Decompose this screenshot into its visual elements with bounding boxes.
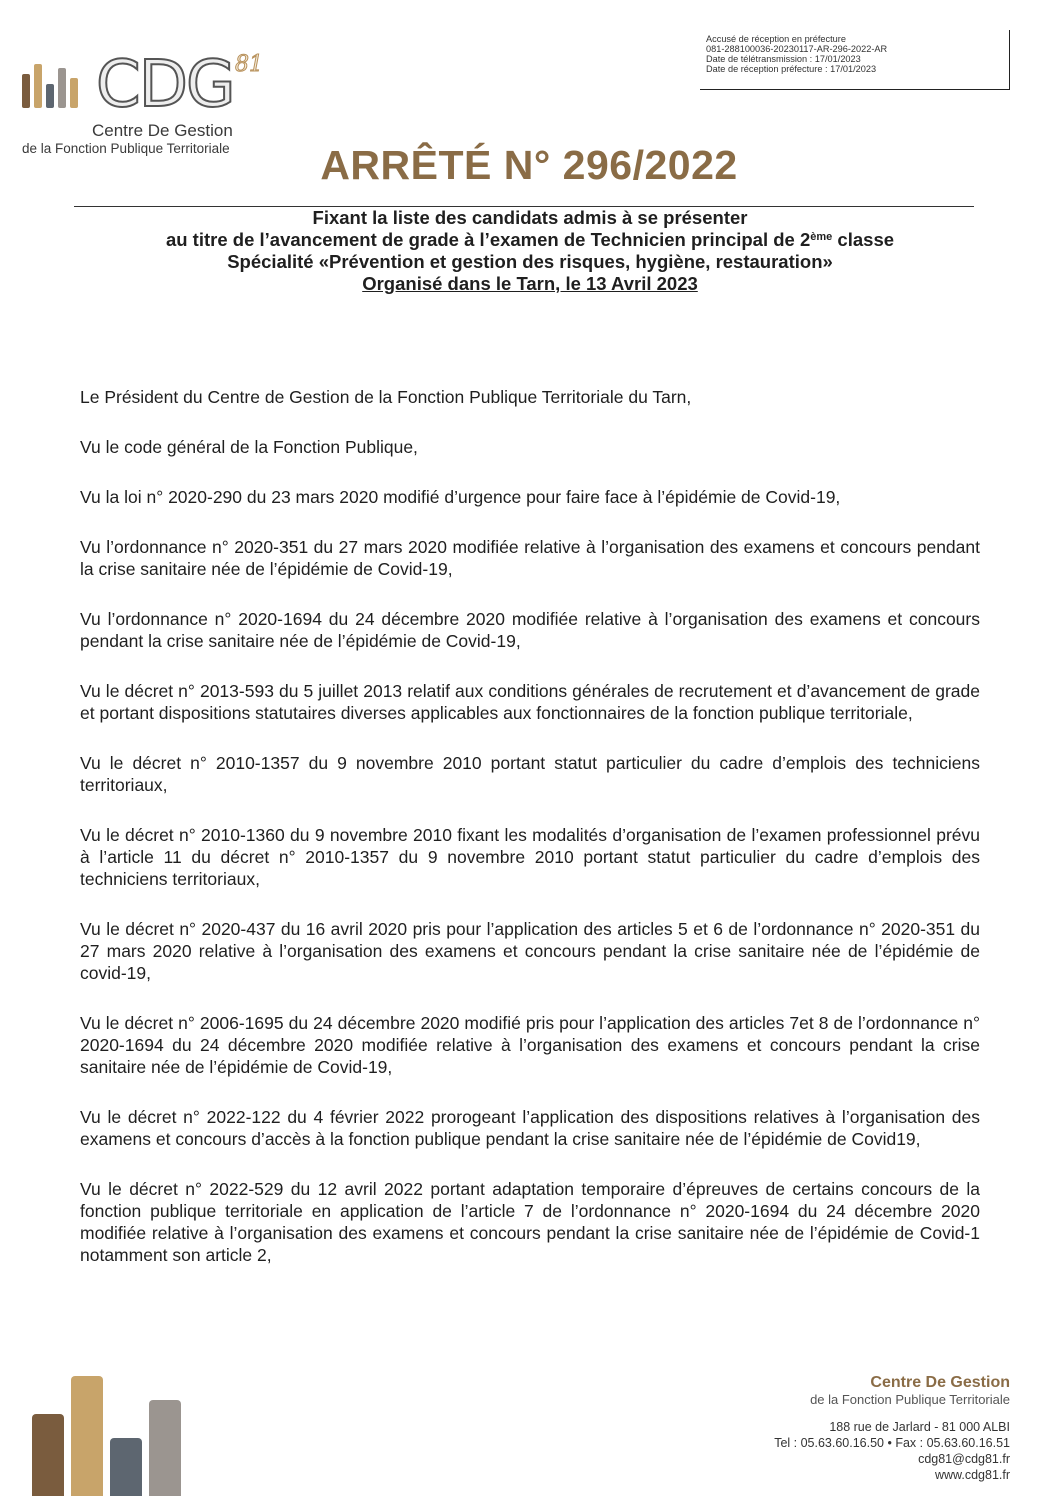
footer-org-name: Centre De Gestion	[870, 1374, 1010, 1391]
body-paragraph: Vu le décret n° 2020-437 du 16 avril 2020 pris pour l’application des articles 5 et 6 de l’ordonnance n° 2020-351 du 27 mars 2020 relative à l’organisation des examens et concours pendant la crise sanitaire née de l’épidémie de covid-19,	[80, 919, 980, 983]
footer-website[interactable]: www.cdg81.fr	[934, 1468, 1010, 1482]
footer-contact	[774, 1374, 1010, 1483]
logo-mark: CDG	[96, 48, 234, 122]
footer-bars-icon	[32, 1376, 182, 1496]
receipt-line: 081-288100036-20230117-AR-296-2022-AR	[706, 44, 888, 54]
body-paragraph: Vu le décret n° 2022-529 du 12 avril 2022 portant adaptation temporaire d’épreuves de certains concours de la fonction publique territoriale en application de l’article 7 de l’ordonnance n° 2020-1694 du 24 décembre 2020 modifiée relative à l’organisation des examens et concours pendant la crise sanitaire née de l’épidémie de Covid-1 notamment son article 2,	[80, 1179, 980, 1265]
body-paragraph: Le Président du Centre de Gestion de la Fonction Publique Territoriale du Tarn,	[80, 387, 692, 407]
body-paragraph: Vu le décret n° 2010-1357 du 9 novembre 2010 portant statut particulier du cadre d’emplois des techniciens territoriaux,	[80, 753, 980, 795]
footer-phone: Tel : 05.63.60.16.50 • Fax : 05.63.60.16.51	[774, 1436, 1010, 1450]
logo-number: 81	[235, 52, 263, 77]
subtitle-superscript: ème	[810, 231, 833, 243]
logo-name: Centre De Gestion	[92, 121, 233, 140]
body-paragraph: Vu le décret n° 2022-122 du 4 février 2022 prorogeant l’application des dispositions relatives à l’organisation des examens et concours d’accès à la fonction publique pendant la crise sanitaire née de l’épidémie de Covid19,	[80, 1107, 980, 1149]
footer-address: 188 rue de Jarlard - 81 000 ALBI	[829, 1420, 1010, 1434]
document-body	[80, 386, 980, 1294]
subtitle-line-1: Fixant la liste des candidats admis à se présenter	[312, 207, 748, 228]
body-paragraph: Vu l’ordonnance n° 2020-1694 du 24 décembre 2020 modifiée relative à l’organisation des examens et concours pendant la crise sanitaire née de l’épidémie de Covid-19,	[80, 609, 980, 651]
document-subtitle	[60, 207, 1000, 295]
receipt-line: Date de réception préfecture : 17/01/2023	[706, 64, 877, 74]
receipt-line: Accusé de réception en préfecture	[706, 34, 846, 44]
footer-org-subtitle: de la Fonction Publique Territoriale	[810, 1392, 1010, 1407]
body-paragraph: Vu le décret n° 2013-593 du 5 juillet 2013 relatif aux conditions générales de recrutement et d’avancement de grade et portant dispositions statutaires diverses applicables aux fonctionnaires de la fonction publique territoriale,	[80, 681, 980, 723]
body-paragraph: Vu l’ordonnance n° 2020-351 du 27 mars 2020 modifiée relative à l’organisation des examens et concours pendant la crise sanitaire née de l’épidémie de Covid-19,	[80, 537, 980, 579]
body-paragraph: Vu le décret n° 2010-1360 du 9 novembre 2010 fixant les modalités d’organisation de l’examen professionnel prévu à l’article 11 du décret n° 2010-1357 du 9 novembre 2010 portant statut particulier du cadre d’emplois des techniciens territoriaux,	[80, 825, 980, 889]
subtitle-line-2	[60, 229, 1000, 251]
body-paragraph: Vu la loi n° 2020-290 du 23 mars 2020 modifié d’urgence pour faire face à l’épidémie de Covid-19,	[80, 487, 841, 507]
subtitle-line-4: Organisé dans le Tarn, le 13 Avril 2023	[362, 273, 698, 294]
body-paragraph: Vu le décret n° 2006-1695 du 24 décembre 2020 modifié pris pour l’application des articles 7et 8 de l’ordonnance n° 2020-1694 du 24 décembre 2020 modifiée relative à l’organisation des examens et concours pendant la crise sanitaire née de l’épidémie de Covid-19,	[80, 1013, 980, 1077]
prefecture-receipt-box	[700, 30, 1010, 90]
logo-subtitle: de la Fonction Publique Territoriale	[22, 141, 230, 156]
receipt-line: Date de télétransmission : 17/01/2023	[706, 54, 861, 64]
document-title: ARRÊTÉ N° 296/2022	[320, 142, 738, 188]
subtitle-line-2-text: au titre de l’avancement de grade à l’examen de Technicien principal de 2	[165, 229, 811, 250]
body-paragraph: Vu le code général de la Fonction Publique,	[80, 437, 418, 457]
subtitle-line-2-end: classe	[832, 229, 895, 250]
footer-email[interactable]: cdg81@cdg81.fr	[918, 1452, 1010, 1466]
subtitle-line-3: Spécialité «Prévention et gestion des risques, hygiène, restauration»	[227, 251, 833, 272]
